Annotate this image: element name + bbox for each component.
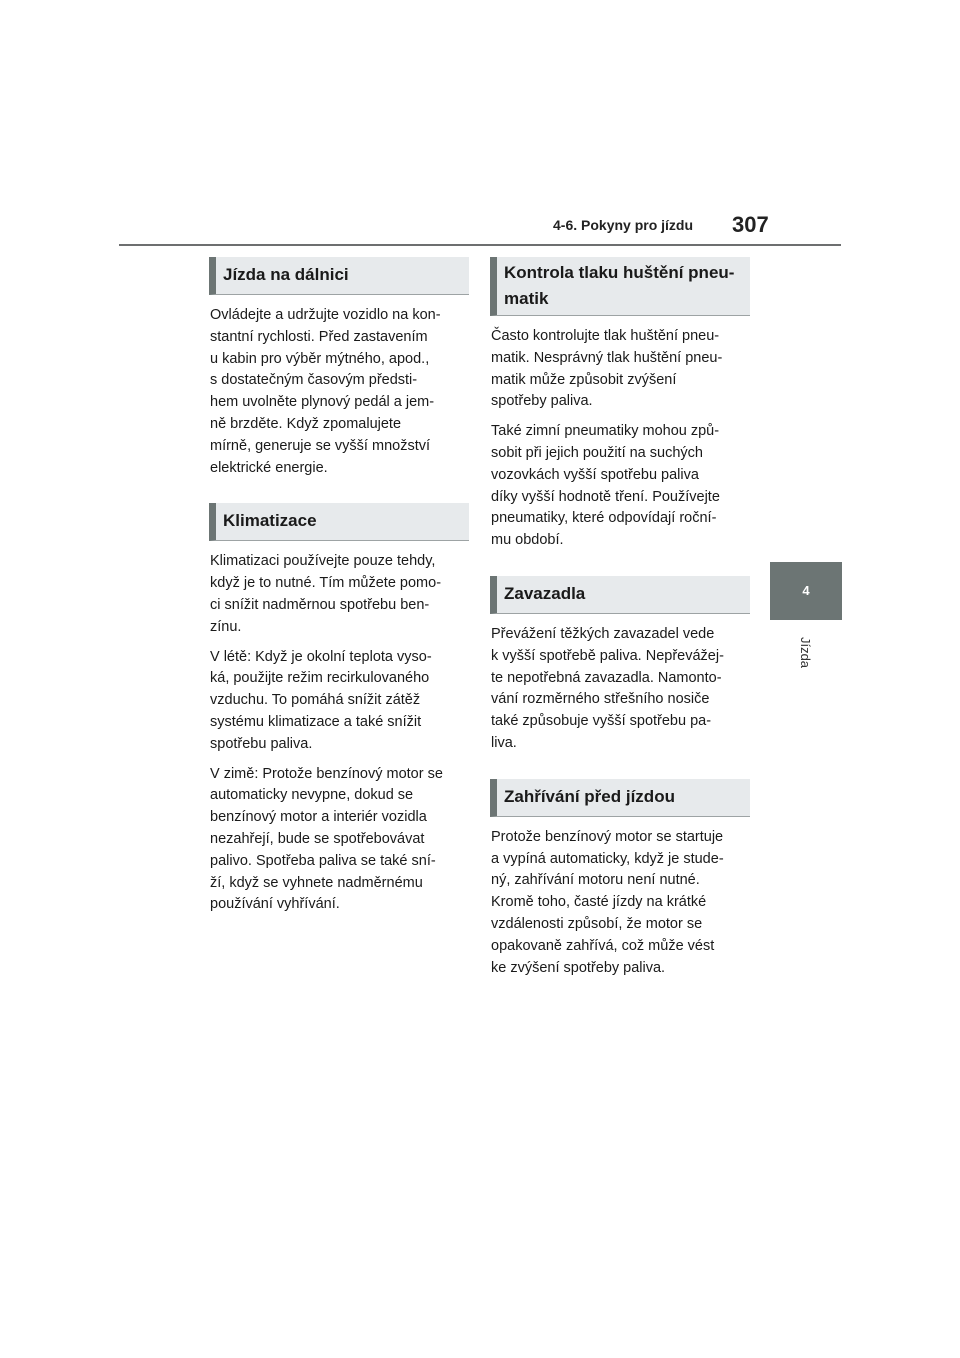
paragraph: Také zimní pneumatiky mohou způ- sobit při jejich použití na suchých vozovkách vyšší spotřebu paliva díky vyšší hodnotě tření. Používejte pneumatiky, které odpovídají roční- mu období. [491, 423, 720, 549]
paragraph: Ovládejte a udržujte vozidlo na kon- stantní rychlosti. Před zastavením u kabin pro výběr mýtného, apod., s dostatečným časovým předsti- hem uvolněte plynový pedál a jem- ně brzděte. Když zpomalujete mírně, generuje se vyšší množství elektrické energie. [210, 307, 441, 476]
section-warm-up [490, 779, 750, 980]
chapter-number: 4 [802, 583, 810, 598]
chapter-label-container [781, 630, 831, 674]
section-title: Jízda na dálnici [209, 257, 469, 295]
section-heading: 4-6. Pokyny pro jízdu [553, 217, 694, 233]
chapter-label: Jízda [798, 636, 814, 668]
paragraph: Protože benzínový motor se startuje a vypíná automaticky, když je stude- ný, zahřívání motoru není nutné. Kromě toho, časté jízdy na krátké vzdálenosti způsobí, že motor se opakovaně zahřívá, což může vést ke zvýšení spotřeby paliva. [491, 828, 724, 976]
section-highway-driving [209, 257, 469, 479]
section-air-conditioning [209, 503, 469, 916]
page-number: 307 [732, 212, 769, 237]
paragraph: Převážení těžkých zavazadel vede k vyšší spotřebě paliva. Nepřevážej- te nepotřebná zavazadla. Namonto- vání rozměrného střešního nosiče také způsobuje vyšší spotřebu pa- liva. [491, 625, 724, 751]
right-column [490, 257, 750, 979]
section-luggage [490, 576, 750, 755]
section-title: Klimatizace [209, 503, 469, 541]
section-title: Zavazadla [490, 576, 750, 614]
section-title: Zahřívání před jízdou [490, 779, 750, 817]
section-tire-pressure [490, 257, 750, 552]
chapter-tab [770, 562, 842, 620]
paragraph: Často kontrolujte tlak huštění pneu- matik. Nesprávný tlak huštění pneu- matik může způsobit zvýšení spotřeby paliva. [491, 328, 723, 410]
section-title: Kontrola tlaku huštění pneu- matik [490, 257, 750, 316]
paragraph: V létě: Když je okolní teplota vyso- ká, použijte režim recirkulovaného vzduchu. To pomáhá snížit zátěž systému klimatizace a také snížit spotřebu paliva. [210, 648, 432, 752]
paragraph: V zimě: Protože benzínový motor se automaticky nevypne, dokud se benzínový motor a interiér vozidla nezahřejí, bude se spotřebovávat palivo. Spotřeba paliva se také sní- ží, když se vyhnete nadměrnému používání vyhřívání. [210, 765, 443, 913]
header-divider [119, 244, 841, 246]
left-column [209, 257, 469, 916]
paragraph: Klimatizaci používejte pouze tehdy, když je to nutné. Tím můžete pomo- ci snížit nadměrnou spotřebu ben- zínu. [210, 553, 442, 635]
